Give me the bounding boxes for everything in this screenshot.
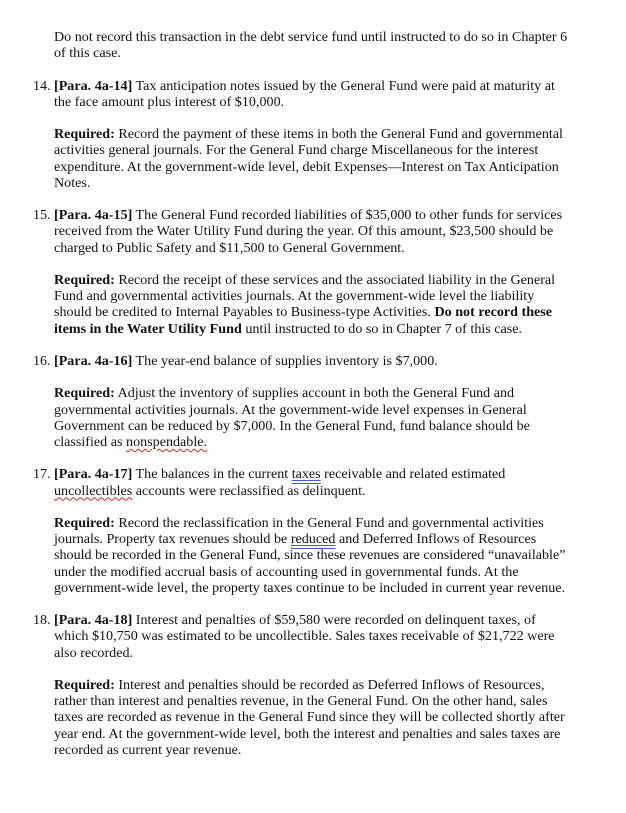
required-paragraph <box>54 272 570 337</box>
text-run: and Deferred Inflows of Resources should be recorded in the General Fund, since these revenues are considered “unavailable” under the modified accrual basis of accounting used in governmental funds. At the government-wide level, the property taxes continue to be included in current year revenue. <box>54 531 566 596</box>
intro-paragraph <box>54 29 570 61</box>
spellcheck-flagged-text: uncollectibles <box>54 482 133 499</box>
list-item <box>33 77 570 191</box>
bold-text: Do not record these items in the Water Utility Fund <box>54 304 553 337</box>
bold-text: [Para. 4a-14] <box>54 77 133 94</box>
item-description <box>54 207 570 256</box>
bold-text: Required: <box>54 271 115 288</box>
grammar-flagged-text: taxes <box>291 466 321 483</box>
text-run: Interest and penalties of $59,580 were recorded on delinquent taxes, of which $10,750 was estimated to be uncollectible. Sales taxes receivable of $21,722 were also recorded. <box>54 612 555 661</box>
text-run: Adjust the inventory of supplies account in both the General Fund and governmental activities journals. At the government-wide level expenses in General Government can be reduced by $7,000. In the General Fund, fund balance should be classified as <box>54 385 530 450</box>
required-paragraph <box>54 385 570 450</box>
item-number: 17. <box>33 466 51 483</box>
text-run: The balances in the current <box>132 466 292 483</box>
text-run: Record the payment of these items in both the General Fund and governmental activities general journals. For the General Fund charge Miscellaneous for the interest expenditure. At the government-wide level, debit Expenses—Interest on Tax Anticipation Notes. <box>54 126 563 191</box>
list-item <box>33 466 570 596</box>
item-description <box>54 78 570 110</box>
required-paragraph <box>54 126 570 191</box>
text-run: Do not record this transaction in the debt service fund until instructed to do so in Chapter 6 of this case. <box>54 29 568 62</box>
item-number: 16. <box>33 352 51 369</box>
text-run: Record the receipt of these services and the associated liability in the General Fund and governmental activities journals. At the government-wide level the liability should be credited to Internal Payables to Business-type Activities. <box>54 271 556 321</box>
list-item <box>33 352 570 450</box>
item-description <box>54 466 570 498</box>
item-description <box>54 353 570 369</box>
bold-text: Required: <box>54 514 115 531</box>
bold-text: [Para. 4a-15] <box>54 207 133 224</box>
grammar-flagged-text: reduced <box>290 531 336 548</box>
list-item <box>33 612 570 758</box>
text-run: The year-end balance of supplies inventory is $7,000. <box>132 352 438 369</box>
spellcheck-flagged-text: nonspendable. <box>126 433 208 450</box>
bold-text: [Para. 4a-18] <box>54 612 133 629</box>
bold-text: [Para. 4a-16] <box>54 352 133 369</box>
text-run: receivable and related estimated <box>320 466 506 483</box>
bold-text: Required: <box>54 126 115 143</box>
list-item <box>33 207 570 337</box>
text-run: accounts were reclassified as delinquent. <box>132 482 366 499</box>
bold-text: [Para. 4a-17] <box>54 466 133 483</box>
bold-text: Required: <box>54 385 115 402</box>
text-run: Interest and penalties should be recorded as Deferred Inflows of Resources, rather than interest and penalties revenue, in the General Fund. On the other hand, sales taxes are recorded as revenue in the General Fund since they will be collected shortly after year end. At the government-wide level, both the interest and penalties and sales taxes are recorded as current year revenue. <box>54 676 565 758</box>
text-run: Tax anticipation notes issued by the General Fund were paid at maturity at the face amount plus interest of $10,000. <box>54 77 555 110</box>
text-run: The General Fund recorded liabilities of $35,000 to other funds for services received from the Water Utility Fund during the year. Of this amount, $23,500 should be charged to Public Safety and $11,500 to General Government. <box>54 207 563 256</box>
required-paragraph <box>54 515 570 596</box>
required-paragraph <box>54 677 570 758</box>
item-description <box>54 612 570 661</box>
text-run: until instructed to do so in Chapter 7 of this case. <box>241 320 523 337</box>
text-run: Record the reclassification in the General Fund and governmental activities journals. Property tax revenues should be <box>54 514 544 548</box>
item-number: 14. <box>33 77 51 94</box>
item-number: 15. <box>33 207 51 224</box>
bold-text: Required: <box>54 676 115 693</box>
item-number: 18. <box>33 612 51 629</box>
